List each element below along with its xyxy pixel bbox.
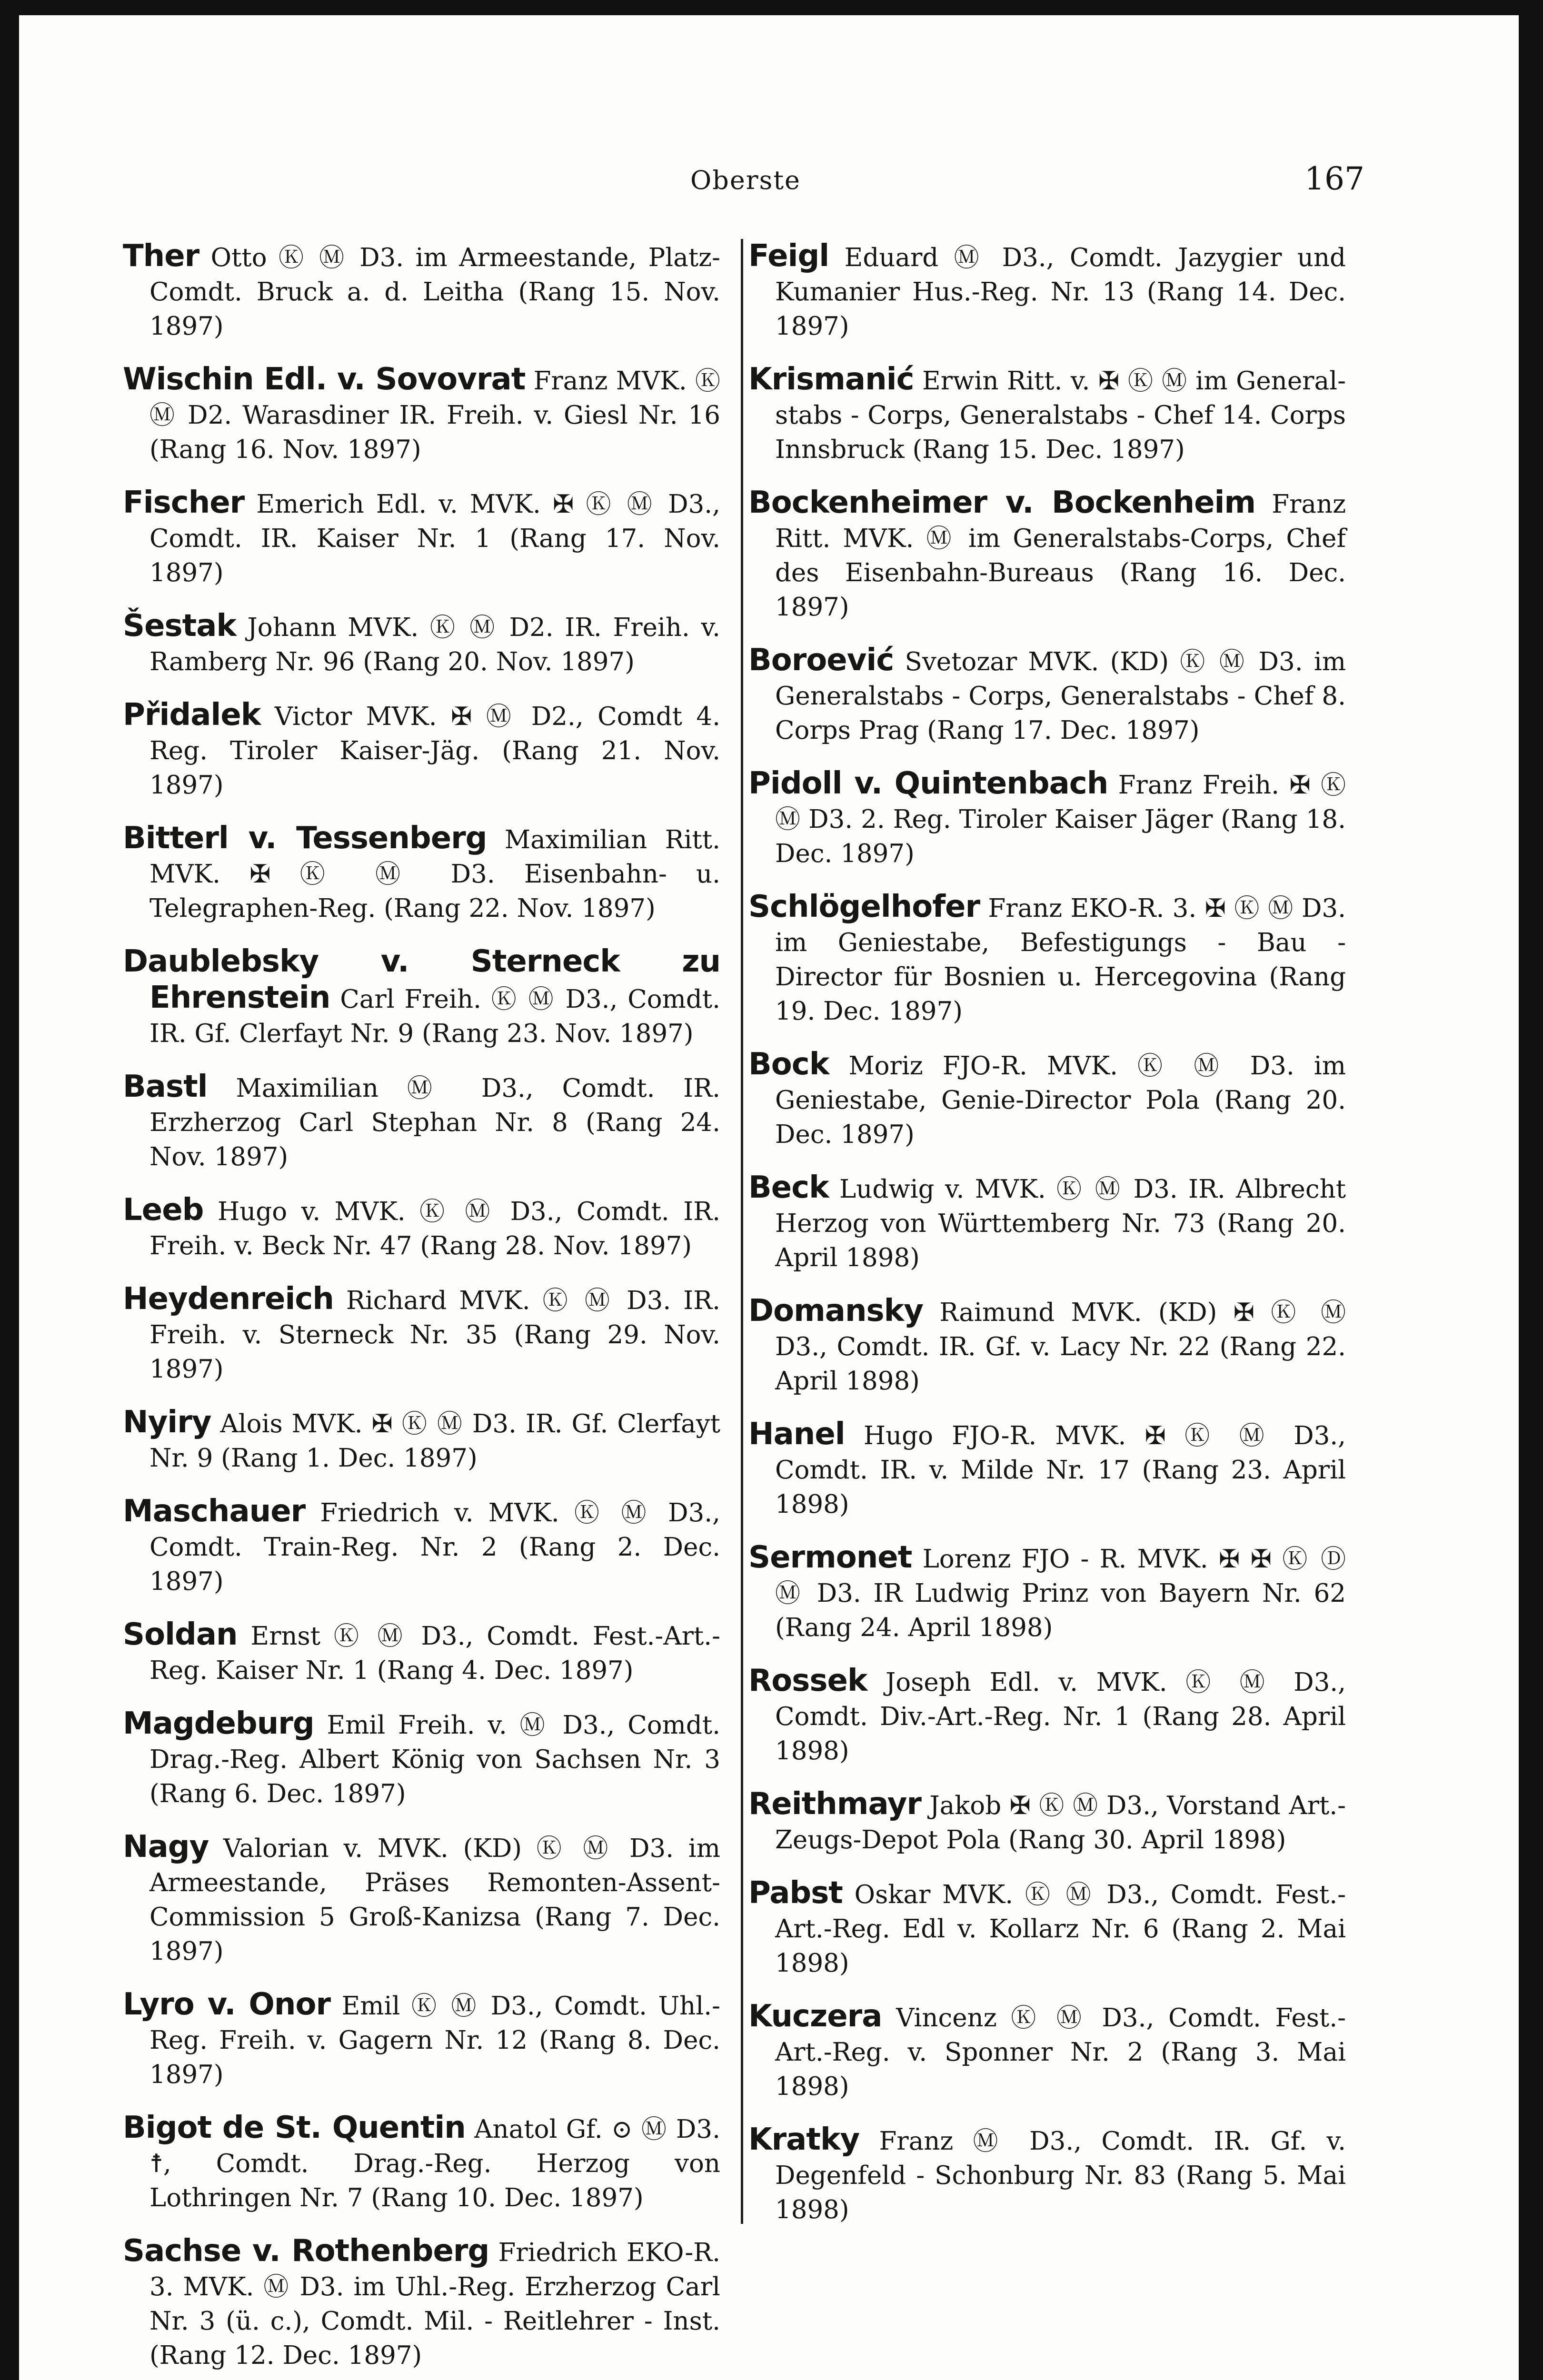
officer-details: Franz Ritt. MVK. Ⓜ im Generalstabs-Corps, Chef des Eisenbahn-Bureaus (Rang 16. Dec. 1897) (775, 490, 1346, 622)
officer-surname: Krismanić (748, 362, 914, 397)
officer-surname: Přidalek (123, 697, 261, 733)
officer-details: Franz MVK. Ⓚ Ⓜ D2. Warasdiner IR. Freih. v. Giesl Nr. 16 (Rang 16. Nov. 1897) (149, 367, 720, 464)
running-head: Oberste (690, 165, 801, 195)
officer-surname: Sermonet (748, 1540, 912, 1575)
officer-surname: Schlögelhofer (748, 889, 980, 924)
officer-entry (123, 1070, 720, 1174)
officer-entry (123, 698, 720, 803)
officer-entry (123, 1405, 720, 1476)
officer-surname: Heydenreich (123, 1281, 334, 1317)
officer-surname: Kratky (748, 2122, 860, 2157)
officer-surname: Reithmayr (748, 1786, 921, 1822)
officer-details: Emil Freih. v. Ⓜ D3., Comdt. Drag.-Reg. Albert König von Sachsen Nr. 3 (Rang 6. Dec. 1897) (149, 1711, 720, 1808)
officer-entry (123, 1617, 720, 1688)
officer-details: Friedrich EKO-R. 3. MVK. Ⓜ D3. im Uhl.-Reg. Erzherzog Carl Nr. 3 (ü. c.), Comdt. Mil. - Reitlehrer - Inst. (Rang 12. Dec. 1897) (149, 2238, 720, 2370)
officer-entry (123, 944, 720, 1051)
right-column (748, 239, 1346, 2246)
officer-surname: Bigot de St. Quentin (123, 2110, 466, 2145)
officer-entry (123, 609, 720, 679)
officer-entry (748, 1999, 1346, 2104)
officer-entry (123, 1494, 720, 1599)
officer-surname: Hanel (748, 1417, 845, 1452)
officer-entry (123, 1706, 720, 1811)
officer-details: Anatol Gf. ⊙ Ⓜ D3. ☨, Comdt. Drag.-Reg. Herzog von Lothringen Nr. 7 (Rang 10. Dec. 1897) (149, 2115, 720, 2212)
officer-details: Ernst Ⓚ Ⓜ D3., Comdt. Fest.-Art.-Reg. Kaiser Nr. 1 (Rang 4. Dec. 1897) (149, 1622, 720, 1685)
officer-details: Hugo FJO-R. MVK. ✠ Ⓚ Ⓜ D3., Comdt. IR. v. Milde Nr. 17 (Rang 23. April 1898) (775, 1421, 1346, 1519)
officer-details: Eduard Ⓜ D3., Comdt. Jazygier und Kumanier Hus.-Reg. Nr. 13 (Rang 14. Dec. 1897) (775, 243, 1346, 341)
officer-surname: Magdeburg (123, 1706, 314, 1741)
officer-surname: Soldan (123, 1617, 238, 1652)
officer-surname: Kuczera (748, 1999, 882, 2034)
officer-surname: Fischer (123, 485, 245, 520)
officer-surname: Pidoll v. Quintenbach (748, 766, 1108, 801)
officer-entry (748, 766, 1346, 871)
officer-entry (748, 1047, 1346, 1152)
officer-details: Ludwig v. MVK. Ⓚ Ⓜ D3. IR. Albrecht Herzog von Württemberg Nr. 73 (Rang 20. April 1898) (775, 1175, 1346, 1272)
officer-surname: Nyiry (123, 1405, 211, 1440)
officer-details: Jakob ✠ Ⓚ Ⓜ D3., Vorstand Art.-Zeugs-Depot Pola (Rang 30. April 1898) (775, 1791, 1346, 1854)
officer-surname: Bockenheimer v. Bockenheim (748, 485, 1256, 520)
officer-surname: Feigl (748, 238, 829, 274)
officer-entry (748, 1170, 1346, 1275)
officer-details: Valorian v. MVK. (KD) Ⓚ Ⓜ D3. im Armeestande, Präses Remonten-Assent-Commission 5 Groß-Kanizsa (Rang 7. Dec. 1897) (149, 1834, 720, 1966)
officer-surname: Beck (748, 1170, 829, 1205)
officer-details: Carl Freih. Ⓚ Ⓜ D3., Comdt. IR. Gf. Clerfayt Nr. 9 (Rang 23. Nov. 1897) (149, 985, 720, 1048)
officer-surname: Bitterl v. Tessenberg (123, 821, 487, 856)
officer-surname: Leeb (123, 1192, 204, 1228)
officer-details: Vincenz Ⓚ Ⓜ D3., Comdt. Fest.-Art.-Reg. v. Sponner Nr. 2 (Rang 3. Mai 1898) (775, 2003, 1346, 2101)
officer-entry (748, 239, 1346, 344)
officer-details: Hugo v. MVK. Ⓚ Ⓜ D3., Comdt. IR. Freih. v. Beck Nr. 47 (Rang 28. Nov. 1897) (149, 1197, 720, 1260)
officer-entry (123, 1193, 720, 1263)
officer-details: Svetozar MVK. (KD) Ⓚ Ⓜ D3. im Generalstabs - Corps, Generalstabs - Chef 8. Corps Prag (Rang 17. Dec. 1897) (775, 647, 1346, 745)
officer-entry (748, 643, 1346, 748)
officer-surname: Rossek (748, 1663, 867, 1698)
officer-surname: Boroević (748, 643, 894, 678)
officer-details: Johann MVK. Ⓚ Ⓜ D2. IR. Freih. v. Ramberg Nr. 96 (Rang 20. Nov. 1897) (149, 613, 720, 676)
officer-details: Emil Ⓚ Ⓜ D3., Comdt. Uhl.-Reg. Freih. v. Gagern Nr. 12 (Rang 8. Dec. 1897) (149, 1992, 720, 2089)
officer-details: Otto Ⓚ Ⓜ D3. im Armeestande, Platz-Comdt. Bruck a. d. Leitha (Rang 15. Nov. 1897) (149, 243, 720, 341)
officer-details: Maximilian Ritt. MVK. ✠ Ⓚ Ⓜ D3. Eisenbahn- u. Telegraphen-Reg. (Rang 22. Nov. 1897) (149, 825, 720, 923)
officer-entry (123, 1987, 720, 2092)
officer-entry (123, 239, 720, 344)
officer-details: Franz EKO-R. 3. ✠ Ⓚ Ⓜ D3. im Geniestabe, Befestigungs - Bau - Director für Bosnien u. Hercegovina (Rang 19. Dec. 1897) (775, 894, 1346, 1026)
officer-entry (123, 486, 720, 590)
officer-details: Moriz FJO-R. MVK. Ⓚ Ⓜ D3. im Geniestabe, Genie-Director Pola (Rang 20. Dec. 1897) (775, 1051, 1346, 1149)
officer-entry (748, 1787, 1346, 1857)
officer-details: Victor MVK. ✠ Ⓜ D2., Comdt 4. Reg. Tiroler Kaiser-Jäg. (Rang 21. Nov. 1897) (149, 702, 720, 800)
officer-details: Franz Ⓜ D3., Comdt. IR. Gf. v. Degenfeld - Schonburg Nr. 83 (Rang 5. Mai 1898) (775, 2127, 1346, 2224)
officer-entry (748, 362, 1346, 467)
officer-details: Raimund MVK. (KD) ✠ Ⓚ Ⓜ D3., Comdt. IR. Gf. v. Lacy Nr. 22 (Rang 22. April 1898) (775, 1298, 1346, 1396)
officer-surname: Sachse v. Rothenberg (123, 2233, 489, 2269)
officer-entry (123, 362, 720, 467)
officer-surname: Lyro v. Onor (123, 1987, 331, 2022)
officer-surname: Šestak (123, 608, 236, 644)
officer-details: Lorenz FJO - R. MVK. ✠ ✠ Ⓚ Ⓓ Ⓜ D3. IR Ludwig Prinz von Bayern Nr. 62 (Rang 24. April 1898) (775, 1545, 1346, 1642)
officer-entry (748, 1417, 1346, 1522)
officer-details: Maximilian Ⓜ D3., Comdt. IR. Erzherzog Carl Stephan Nr. 8 (Rang 24. Nov. 1897) (149, 1074, 720, 1171)
officer-details: Friedrich v. MVK. Ⓚ Ⓜ D3., Comdt. Train-Reg. Nr. 2 (Rang 2. Dec. 1897) (149, 1498, 720, 1596)
column-divider (741, 239, 743, 2224)
officer-entry (123, 821, 720, 926)
officer-entry (748, 1540, 1346, 1645)
left-column (123, 239, 720, 2380)
officer-entry (748, 2122, 1346, 2227)
officer-surname: Pabst (748, 1875, 843, 1911)
officer-entry (123, 1282, 720, 1387)
book-page (19, 15, 1519, 2380)
officer-entry (748, 1664, 1346, 1768)
officer-entry (748, 1294, 1346, 1398)
officer-details: Richard MVK. Ⓚ Ⓜ D3. IR. Freih. v. Sterneck Nr. 35 (Rang 29. Nov. 1897) (149, 1286, 720, 1384)
officer-entry (748, 1876, 1346, 1981)
officer-details: Erwin Ritt. v. ✠ Ⓚ Ⓜ im General-stabs - Corps, Generalstabs - Chef 14. Corps Innsbruck (Rang 15. Dec. 1897) (775, 367, 1346, 464)
officer-details: Joseph Edl. v. MVK. Ⓚ Ⓜ D3., Comdt. Div.-Art.-Reg. Nr. 1 (Rang 28. April 1898) (775, 1668, 1346, 1765)
officer-entry (123, 2234, 720, 2373)
officer-surname: Daublebsky v. Sterneck zu Ehrenstein (123, 944, 720, 1015)
officer-surname: Ther (123, 238, 199, 274)
officer-entry (748, 890, 1346, 1029)
officer-details: Emerich Edl. v. MVK. ✠ Ⓚ Ⓜ D3., Comdt. IR. Kaiser Nr. 1 (Rang 17. Nov. 1897) (149, 490, 720, 587)
officer-surname: Bock (748, 1047, 829, 1082)
officer-details: Alois MVK. ✠ Ⓚ Ⓜ D3. IR. Gf. Clerfayt Nr. 9 (Rang 1. Dec. 1897) (149, 1409, 720, 1473)
officer-surname: Bastl (123, 1069, 208, 1104)
officer-surname: Domansky (748, 1293, 923, 1329)
officer-surname: Maschauer (123, 1494, 306, 1529)
officer-entry (748, 486, 1346, 625)
officer-entry (123, 2111, 720, 2215)
officer-details: Franz Freih. ✠ Ⓚ Ⓜ D3. 2. Reg. Tiroler Kaiser Jäger (Rang 18. Dec. 1897) (775, 771, 1346, 868)
officer-surname: Wischin Edl. v. Sovovrat (123, 362, 526, 397)
officer-details: Oskar MVK. Ⓚ Ⓜ D3., Comdt. Fest.-Art.-Reg. Edl v. Kollarz Nr. 6 (Rang 2. Mai 1898) (775, 1880, 1346, 1978)
officer-entry (123, 1830, 720, 1969)
page-number: 167 (1304, 160, 1364, 197)
officer-surname: Nagy (123, 1829, 209, 1864)
